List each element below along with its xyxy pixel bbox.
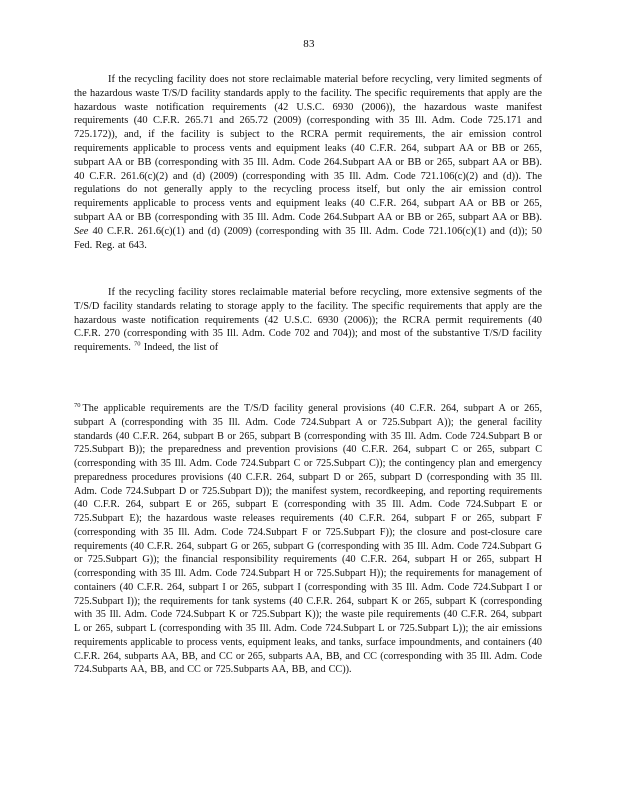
footnote-reference-70[interactable]: 70: [134, 340, 141, 348]
paragraph-2-text: If the recycling facility stores reclaimable material before recycling, more extensive segments of the T/S/D facility standards relating to storage apply to the facility. The specific requirements that apply are the hazardous waste notification requirements (42 U.S.C. 6930 (2006)); the RCRA permit requirements (40 C.F.R. 270 (corresponding with 35 Ill. Adm. Code 702 and 704)); and most of the substantive T/S/D facility requirements.: [74, 287, 542, 354]
footnote-text: The applicable requirements are the T/S/D facility general provisions (40 C.F.R. 264, subpart A or 265, subpart A (corresponding with 35 Ill. Adm. Code 724.Subpart A or 725.Subpart A)); the general facility standards (40 C.F.R. 264, subpart B or 265, subpart B (corresponding with 35 Ill. Adm. Code 724.Subpart B or 725.Subpart B)); the preparedness and prevention provisions (40 C.F.R. 264, subpart C or 265, subpart C (corresponding with 35 Ill. Adm. Code 724.Subpart C or 725.Subpart C)); the contingency plan and emergency preparedness procedures provisions (40 C.F.R. 264, subpart D or 265, subpart D (corresponding with 35 Ill. Adm. Code 724.Subpart D or 725.Subpart D)); the manifest system, recordkeeping, and reporting requirements (40 C.F.R. 264, subpart E or 265, subpart E (corresponding with 35 Ill. Adm. Code 724.Subpart E or 725.Subpart E); the hazardous waste releases requirements (40 C.F.R. 264, subpart F or 265, subpart F (corresponding with 35 Ill. Adm. Code 724.Subpart F or 725.Subpart F)); the closure and post-closure care requirements (40 C.F.R. 264, subpart G or 265, subpart G (corresponding with 35 Ill. Adm. Code 724.Subpart G or 725.Subpart G)); the financial responsibility requirements (40 C.F.R. 264, subpart H or 265, subpart H (corresponding with 35 Ill. Adm. Code 724.Subpart H or 725.Subpart H)); the requirements for management of containers (40 C.F.R. 264, subpart I or 265, subpart I (corresponding with 35 Ill. Adm. Code 724.Subpart I or 725.Subpart I)); the requirements for tank systems (40 C.F.R. 264, subpart K or 265, subpart K (corresponding with 35 Ill. Adm. Code 724.Subpart K or 725.Subpart K)); the waste pile requirements (40 C.F.R. 264, subpart L or 265, subpart L (corresponding with 35 Ill. Adm. Code 724.Subpart L or 725.Subpart L)); the air emissions requirements applicable to process vents, equipment leaks, and tanks, surface impoundments, and containers (40 C.F.R. 264, subparts AA, BB, and CC or 265, subparts AA, BB, and CC (corresponding with 35 Ill. Adm. Code 724.Subparts AA, BB, and CC or 725.Subparts AA, BB, and CC)).: [74, 403, 542, 676]
body-paragraph-2: [74, 286, 542, 355]
paragraph-1-text: If the recycling facility does not store reclaimable material before recycling, very limited segments of the hazardous waste T/S/D facility standards apply to the facility. The specific requirements that apply are the hazardous waste notification requirements (42 U.S.C. 6930 (2006)), the hazardous waste manifest requirements (40 C.F.R. 265.71 and 265.72 (2009) (corresponding with 35 Ill. Adm. Code 725.171 and 725.172)), and, if the facility is subject to the RCRA permit requirements, the air emission control requirements applicable to process vents and equipment leaks (40 C.F.R. 264, subpart AA or BB or 265, subpart AA or BB (corresponding with 35 Ill. Adm. Code 264.Subpart AA or BB or 265, subpart AA or BB). 40 C.F.R. 261.6(c)(2) and (d) (2009) (corresponding with 35 Ill. Adm. Code 721.106(c)(2) and (d)). The regulations do not generally apply to the recycling process itself, but only the air emission control requirements applicable to process vents and equipment leaks (40 C.F.R. 264, subpart AA or BB or 265, subpart AA or BB (corresponding with 35 Ill. Adm. Code 264.Subpart AA or BB or 265, subpart AA or BB).: [74, 74, 542, 223]
body-paragraph-1: [74, 73, 542, 252]
paragraph-1-see-signal: See: [74, 225, 89, 237]
paragraph-2-continuation: Indeed, the list of: [143, 342, 219, 354]
footnote-70: [74, 402, 542, 677]
page-number: 83: [303, 38, 315, 50]
paragraph-1-citation: 40 C.F.R. 261.6(c)(1) and (d) (2009) (corresponding with 35 Ill. Adm. Code 721.106(c)(1) and (d)); 50 Fed. Reg. at 643.: [74, 225, 542, 251]
footnote-marker: 70: [74, 401, 81, 409]
